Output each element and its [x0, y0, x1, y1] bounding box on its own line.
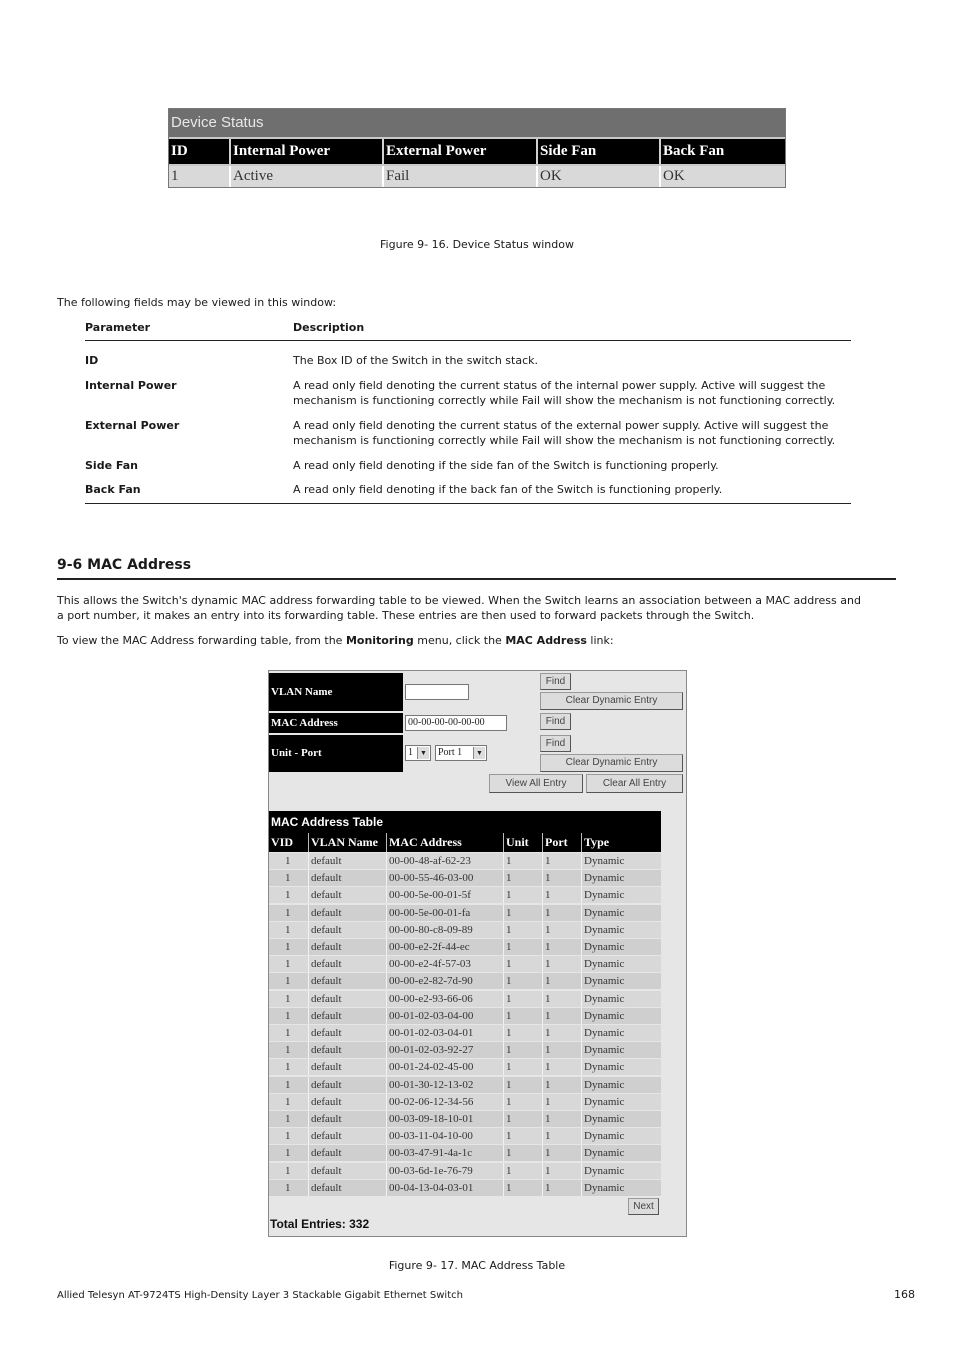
cell-type: Dynamic	[581, 1128, 661, 1144]
desc-internal-power: A read only field denoting the current status of the internal power supply. Active will suggest the mechanism is functioning correctly while Fail will show the mechanism is not functioning correctly.	[293, 379, 836, 407]
cell-mac-address: 00-00-80-c8-09-89	[386, 922, 503, 938]
cell-mac-address: 00-00-5e-00-01-fa	[386, 905, 503, 921]
cell-mac-address: 00-03-09-18-10-01	[386, 1111, 503, 1127]
intro-text: The following fields may be viewed in this window:	[57, 296, 337, 309]
cell-mac-address: 00-01-02-03-04-00	[386, 1008, 503, 1024]
cell-type: Dynamic	[581, 922, 661, 938]
para2-prefix: To view the MAC Address forwarding table, from the	[57, 634, 346, 647]
cell-type: Dynamic	[581, 853, 661, 869]
device-status-row	[169, 166, 785, 187]
cell-mac-address: 00-01-02-03-04-01	[386, 1025, 503, 1041]
header-port: Port	[542, 833, 581, 852]
cell-mac-address: 00-03-11-04-10-00	[386, 1128, 503, 1144]
cell-vlan-name: default	[308, 1180, 386, 1196]
cell-side-fan: OK	[536, 166, 659, 187]
cell-type: Dynamic	[581, 973, 661, 989]
cell-mac-address: 00-03-6d-1e-76-79	[386, 1163, 503, 1179]
cell-vlan-name: default	[308, 939, 386, 955]
param-internal-power: Internal Power	[85, 379, 177, 392]
desc-back-fan: A read only field denoting if the back fan of the Switch is functioning properly.	[293, 483, 723, 496]
cell-port: 1	[542, 1025, 581, 1041]
cell-type: Dynamic	[581, 887, 661, 903]
cell-port: 1	[542, 1077, 581, 1093]
table-row	[269, 870, 661, 886]
cell-unit: 1	[503, 1145, 542, 1161]
header-mac-address: MAC Address	[386, 833, 503, 852]
header-type: Type	[581, 833, 661, 852]
cell-type: Dynamic	[581, 1077, 661, 1093]
cell-type: Dynamic	[581, 1008, 661, 1024]
cell-vid: 1	[285, 1044, 291, 1057]
cell-unit: 1	[503, 973, 542, 989]
desc-id: The Box ID of the Switch in the switch stack.	[293, 354, 539, 367]
cell-type: Dynamic	[581, 905, 661, 921]
desc-external-power: A read only field denoting the current status of the external power supply. Active will suggest the mechanism is functioning correctly while Fail will show the mechanism is not functioning correctly.	[293, 419, 836, 447]
cell-unit: 1	[503, 1008, 542, 1024]
table-row	[269, 1077, 661, 1093]
cell-vid: 1	[285, 1147, 291, 1160]
desc-col-header: Description	[293, 321, 365, 334]
cell-vid: 1	[285, 1130, 291, 1143]
cell-vid: 1	[285, 1078, 291, 1091]
cell-port: 1	[542, 1163, 581, 1179]
table-row	[269, 1145, 661, 1161]
cell-port: 1	[542, 887, 581, 903]
cell-vid: 1	[285, 1164, 291, 1177]
table-row	[269, 973, 661, 989]
para2-middle: menu, click the	[413, 634, 506, 647]
cell-vid: 1	[285, 1113, 291, 1125]
cell-port: 1	[542, 853, 581, 869]
cell-port: 1	[542, 1042, 581, 1058]
cell-unit: 1	[503, 1059, 542, 1075]
cell-vlan-name: default	[308, 1077, 386, 1093]
table-row	[269, 939, 661, 955]
figure-16-caption: Figure 9- 16. Device Status window	[380, 238, 574, 251]
cell-unit: 1	[503, 1094, 542, 1110]
mac-table-title: MAC Address Table	[269, 811, 661, 833]
header-side-fan: Side Fan	[536, 139, 659, 164]
table-row	[269, 1180, 661, 1196]
cell-mac-address: 00-02-06-12-34-56	[386, 1094, 503, 1110]
cell-mac-address: 00-01-30-12-13-02	[386, 1077, 503, 1093]
cell-vid: 1	[285, 855, 291, 867]
cell-type: Dynamic	[581, 1111, 661, 1127]
cell-vlan-name: default	[308, 973, 386, 989]
cell-vlan-name: default	[308, 870, 386, 886]
cell-unit: 1	[503, 1025, 542, 1041]
cell-port: 1	[542, 870, 581, 886]
cell-vlan-name: default	[308, 905, 386, 921]
view-all-entry-button[interactable]: View All Entry	[489, 774, 583, 793]
table-row	[269, 1042, 661, 1058]
cell-vlan-name: default	[308, 1145, 386, 1161]
cell-vlan-name: default	[308, 1042, 386, 1058]
cell-vid: 1	[285, 1061, 291, 1074]
device-status-header-row	[169, 139, 785, 164]
section-paragraph-2	[57, 633, 887, 648]
table-row	[269, 1128, 661, 1144]
table-row	[269, 922, 661, 938]
para2-suffix: link:	[586, 634, 614, 647]
cell-vid: 1	[285, 906, 291, 919]
table-row	[269, 1059, 661, 1075]
table-row	[269, 1111, 661, 1127]
table-row	[269, 853, 661, 869]
cell-vlan-name: default	[308, 1163, 386, 1179]
cell-unit: 1	[503, 853, 542, 869]
table-row	[269, 1094, 661, 1110]
cell-unit: 1	[503, 991, 542, 1007]
cell-unit: 1	[503, 905, 542, 921]
section-paragraph-1: This allows the Switch's dynamic MAC address forwarding table to be viewed. When the Switch learns an association between a MAC address and a port number, it makes an entry into its forwarding table. These entries are then used to forward packets through the Switch.	[57, 594, 861, 622]
cell-type: Dynamic	[581, 1163, 661, 1179]
cell-port: 1	[542, 973, 581, 989]
cell-type: Dynamic	[581, 1145, 661, 1161]
cell-vlan-name: default	[308, 956, 386, 972]
device-status-window	[168, 108, 786, 188]
cell-vid: 1	[285, 975, 291, 988]
cell-port: 1	[542, 1128, 581, 1144]
cell-mac-address: 00-00-e2-2f-44-ec	[386, 939, 503, 955]
cell-unit: 1	[503, 887, 542, 903]
device-status-title: Device Status	[169, 109, 785, 137]
port-select[interactable]	[435, 745, 487, 761]
param-id: ID	[85, 354, 99, 367]
find-port-button[interactable]: Find	[540, 735, 571, 752]
cell-mac-address: 00-00-5e-00-01-5f	[386, 887, 503, 903]
cell-mac-address: 00-00-55-46-03-00	[386, 870, 503, 886]
mac-table-header	[269, 833, 661, 852]
cell-mac-address: 00-00-48-af-62-23	[386, 853, 503, 869]
clear-all-entry-button[interactable]: Clear All Entry	[586, 774, 683, 793]
clear-dynamic-vlan-button[interactable]: Clear Dynamic Entry	[540, 692, 683, 710]
cell-port: 1	[542, 1008, 581, 1024]
table-bottom-rule	[85, 503, 851, 504]
cell-vid: 1	[285, 1027, 291, 1039]
cell-port: 1	[542, 1145, 581, 1161]
cell-unit: 1	[503, 1180, 542, 1196]
find-mac-button[interactable]: Find	[540, 713, 571, 730]
unit-select[interactable]	[405, 745, 431, 761]
cell-unit: 1	[503, 1163, 542, 1179]
figure-17-caption: Figure 9- 17. MAC Address Table	[388, 1259, 566, 1272]
mac-table-body	[269, 853, 661, 1198]
cell-type: Dynamic	[581, 1180, 661, 1196]
cell-mac-address: 00-00-e2-93-66-06	[386, 991, 503, 1007]
cell-type: Dynamic	[581, 939, 661, 955]
header-vid: VID	[271, 835, 294, 849]
header-id: ID	[171, 143, 188, 159]
cell-vlan-name: default	[308, 1008, 386, 1024]
table-row	[269, 905, 661, 921]
cell-port: 1	[542, 939, 581, 955]
cell-unit: 1	[503, 1128, 542, 1144]
cell-vlan-name: default	[308, 1094, 386, 1110]
cell-back-fan: OK	[659, 166, 785, 187]
cell-unit: 1	[503, 956, 542, 972]
total-entries: Total Entries: 332	[270, 1217, 370, 1231]
cell-unit: 1	[503, 1042, 542, 1058]
cell-mac-address: 00-04-13-04-03-01	[386, 1180, 503, 1196]
cell-port: 1	[542, 1180, 581, 1196]
cell-id: 1	[171, 168, 179, 184]
cell-vlan-name: default	[308, 1059, 386, 1075]
cell-vlan-name: default	[308, 887, 386, 903]
cell-vlan-name: default	[308, 1111, 386, 1127]
cell-mac-address: 00-01-24-02-45-00	[386, 1059, 503, 1075]
cell-mac-address: 00-01-02-03-92-27	[386, 1042, 503, 1058]
mac-address-window	[268, 670, 687, 1237]
cell-vid: 1	[285, 1181, 291, 1194]
cell-mac-address: 00-00-e2-82-7d-90	[386, 973, 503, 989]
cell-vid: 1	[285, 1095, 291, 1108]
cell-mac-address: 00-00-e2-4f-57-03	[386, 956, 503, 972]
cell-vid: 1	[285, 941, 291, 953]
find-vlan-button[interactable]: Find	[540, 673, 571, 690]
cell-vid: 1	[285, 889, 291, 902]
cell-vlan-name: default	[308, 853, 386, 869]
cell-type: Dynamic	[581, 1094, 661, 1110]
header-external-power: External Power	[382, 139, 536, 164]
cell-vlan-name: default	[308, 1128, 386, 1144]
table-row	[269, 1025, 661, 1041]
mac-address-label: MAC Address	[269, 713, 403, 733]
cell-unit: 1	[503, 939, 542, 955]
section-heading: 9-6 MAC Address	[57, 557, 192, 573]
unit-select-value: 1	[408, 747, 413, 758]
cell-port: 1	[542, 1111, 581, 1127]
cell-port: 1	[542, 956, 581, 972]
param-side-fan: Side Fan	[85, 459, 138, 472]
cell-internal-power: Active	[229, 166, 382, 187]
cell-port: 1	[542, 905, 581, 921]
cell-type: Dynamic	[581, 1042, 661, 1058]
cell-mac-address: 00-03-47-91-4a-1c	[386, 1145, 503, 1161]
cell-vid: 1	[285, 923, 291, 936]
cell-unit: 1	[503, 870, 542, 886]
para2-link: MAC Address	[505, 634, 587, 647]
cell-unit: 1	[503, 922, 542, 938]
chevron-down-icon: ▼	[473, 747, 485, 759]
chevron-down-icon: ▼	[417, 747, 429, 759]
header-vlan-name: VLAN Name	[308, 833, 386, 852]
mac-address-input[interactable]: 00-00-00-00-00-00	[405, 715, 507, 731]
cell-vlan-name: default	[308, 991, 386, 1007]
para2-menu: Monitoring	[345, 634, 414, 647]
cell-vlan-name: default	[308, 922, 386, 938]
param-back-fan: Back Fan	[85, 483, 141, 496]
page-number: 168	[894, 1288, 915, 1301]
cell-type: Dynamic	[581, 991, 661, 1007]
table-row	[269, 1008, 661, 1024]
cell-port: 1	[542, 1094, 581, 1110]
header-back-fan: Back Fan	[659, 139, 785, 164]
vlan-name-input[interactable]	[405, 684, 469, 700]
header-internal-power: Internal Power	[229, 139, 382, 164]
table-row	[269, 887, 661, 903]
cell-vid: 1	[285, 1009, 291, 1022]
cell-vid: 1	[285, 992, 291, 1005]
cell-vlan-name: default	[308, 1025, 386, 1041]
param-col-header: Parameter	[85, 321, 151, 334]
next-button[interactable]: Next	[628, 1198, 659, 1215]
cell-port: 1	[542, 1059, 581, 1075]
table-row	[269, 1163, 661, 1179]
param-external-power: External Power	[85, 419, 180, 432]
port-select-value: Port 1	[438, 747, 463, 758]
cell-vid: 1	[285, 958, 291, 971]
desc-side-fan: A read only field denoting if the side fan of the Switch is functioning properly.	[293, 459, 719, 472]
table-row	[269, 956, 661, 972]
table-row	[269, 991, 661, 1007]
cell-type: Dynamic	[581, 1059, 661, 1075]
cell-port: 1	[542, 991, 581, 1007]
vlan-name-label: VLAN Name	[269, 673, 403, 711]
cell-vid: 1	[285, 872, 291, 885]
cell-external-power: Fail	[382, 166, 536, 187]
header-unit: Unit	[503, 833, 542, 852]
cell-type: Dynamic	[581, 956, 661, 972]
cell-type: Dynamic	[581, 1025, 661, 1041]
section-rule	[57, 578, 896, 580]
footer-title: Allied Telesyn AT-9724TS High-Density Layer 3 Stackable Gigabit Ethernet Switch	[57, 1290, 463, 1301]
unit-port-label: Unit - Port	[269, 735, 403, 772]
cell-type: Dynamic	[581, 870, 661, 886]
clear-dynamic-port-button[interactable]: Clear Dynamic Entry	[540, 754, 683, 772]
table-top-rule	[85, 340, 851, 341]
cell-unit: 1	[503, 1077, 542, 1093]
cell-unit: 1	[503, 1111, 542, 1127]
cell-port: 1	[542, 922, 581, 938]
